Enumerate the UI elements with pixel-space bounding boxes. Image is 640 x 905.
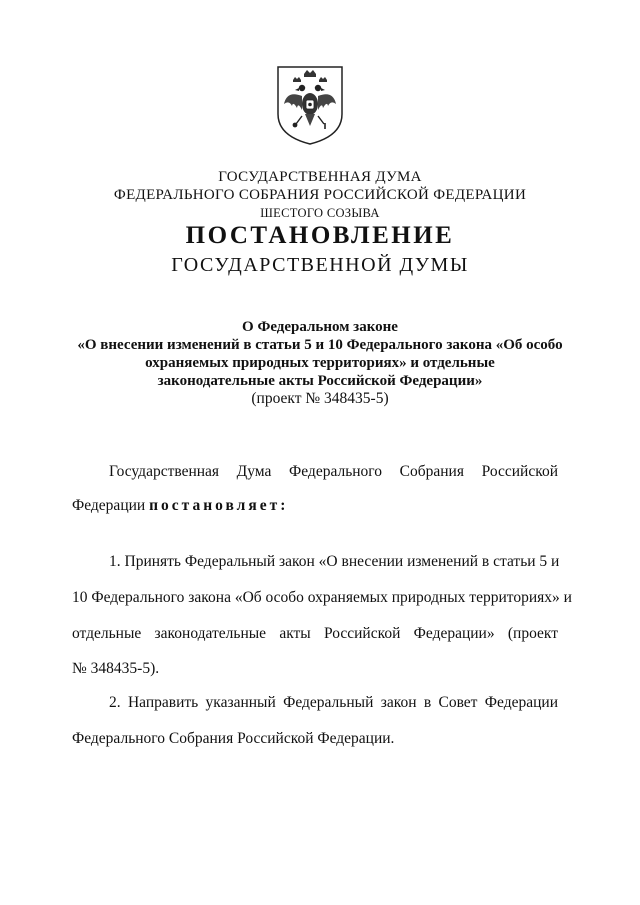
document-subtitle: ГОСУДАРСТВЕННОЙ ДУМЫ (171, 254, 469, 276)
header-line-2: ФЕДЕРАЛЬНОГО СОБРАНИЯ РОССИЙСКОЙ ФЕДЕРАЦИИ (113, 187, 527, 203)
item1-line-2: 10 Федерального закона «Об особо охраняемых природных территориях» и (72, 589, 572, 606)
item2-line-2: Федерального Собрания Российской Федерации. (72, 730, 395, 747)
subject-line-4: законодательные акты Российской Федерации» (157, 373, 483, 389)
header-line-1: ГОСУДАРСТВЕННАЯ ДУМА (218, 169, 422, 185)
subject-line-3: охраняемых природных территориях» и отдельные (145, 355, 495, 371)
item2-line-1: 2. Направить указанный Федеральный закон в Совет Федерации (109, 694, 558, 711)
project-number: (проект № 348435-5) (251, 390, 389, 407)
item1-line-1: 1. Принять Федеральный закон «О внесении изменений в статьи 5 и (109, 553, 560, 570)
russian-coat-of-arms-icon (275, 64, 345, 146)
intro-line-1: Государственная Дума Федерального Собрания Российской (109, 463, 558, 480)
intro-line-2 (72, 496, 558, 516)
item1-line-4: № 348435-5). (72, 660, 160, 677)
item1-line-3: отдельные законодательные акты Российской Федерации» (проект (72, 625, 558, 642)
intro-line-2-text: Федерации (72, 497, 150, 514)
resolves-word: постановляет: (149, 497, 289, 514)
subject-line-1: О Федеральном законе (242, 319, 398, 335)
subject-line-2: «О внесении изменений в статьи 5 и 10 Федерального закона «Об особо (77, 337, 563, 353)
document-title: ПОСТАНОВЛЕНИЕ (185, 222, 455, 249)
header-line-3: ШЕСТОГО СОЗЫВА (260, 206, 380, 220)
